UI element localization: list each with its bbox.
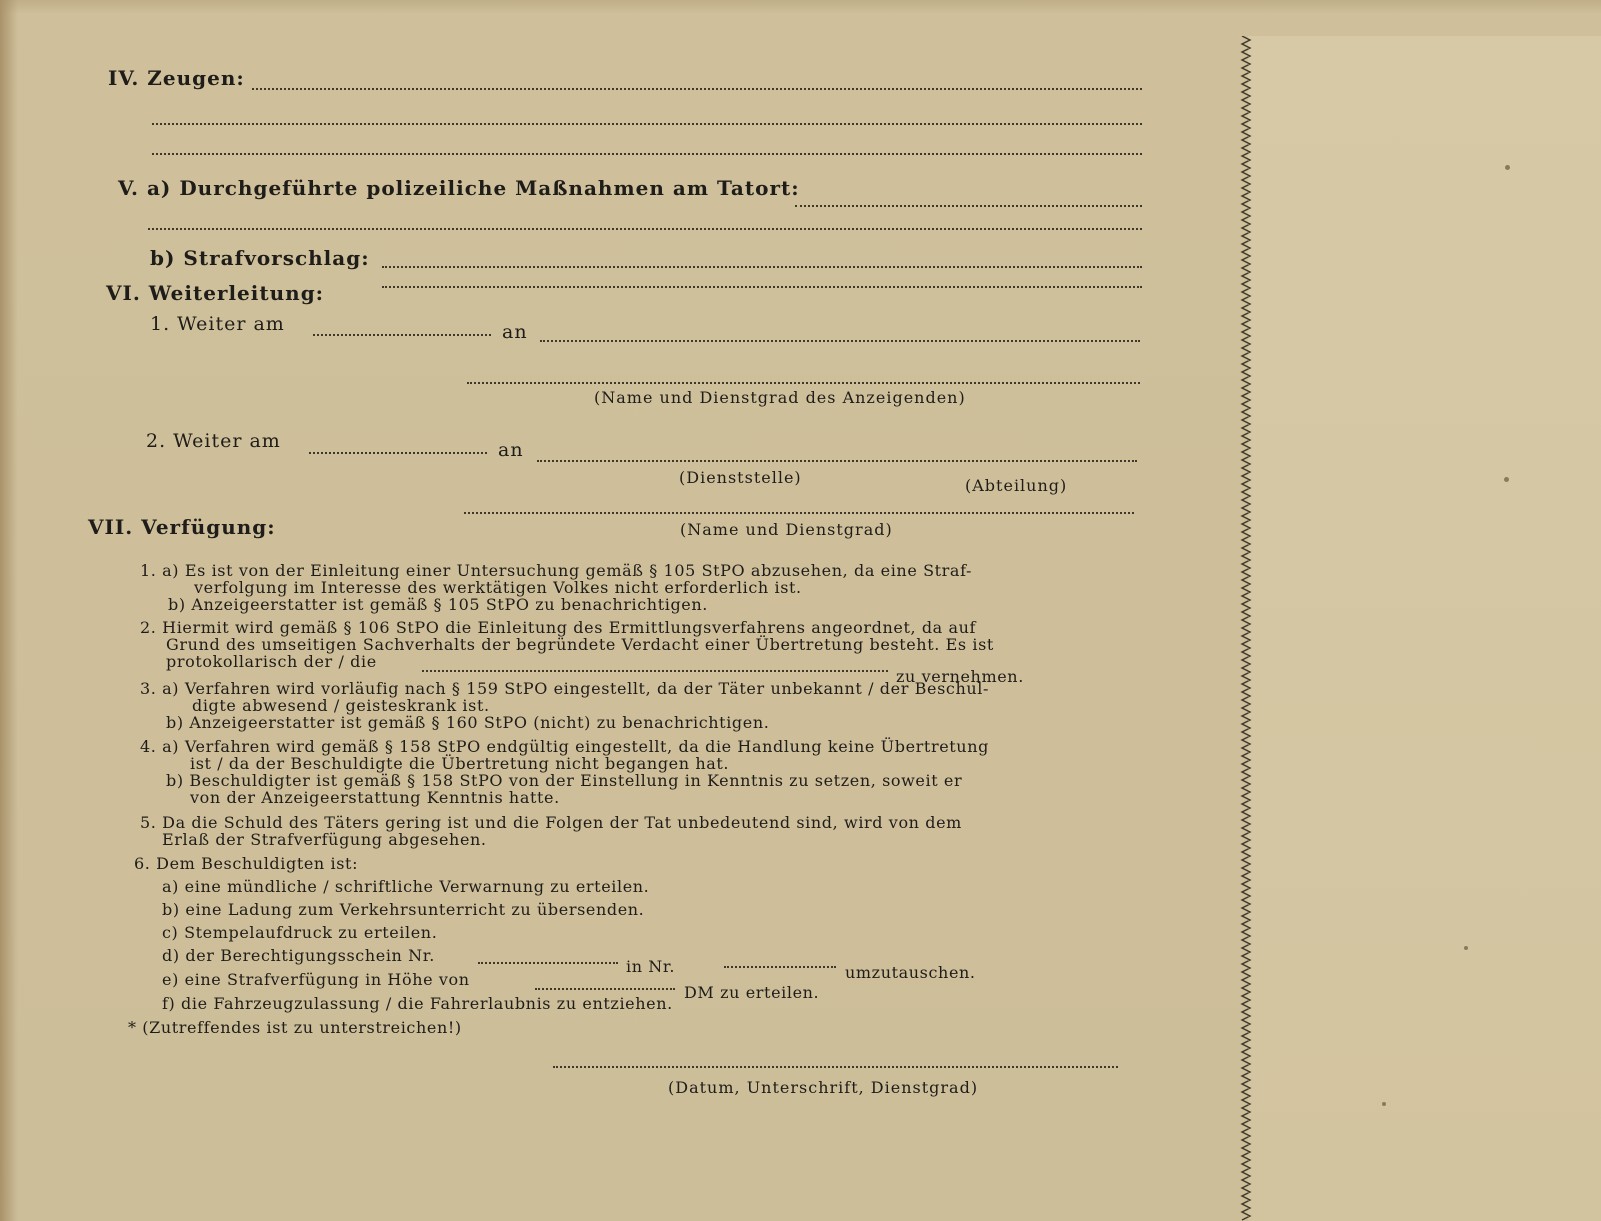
order-line-3: b) Anzeigeerstatter ist gemäß § 105 StPO zu benachrichtigen. <box>168 595 708 614</box>
forward-2-date-line[interactable] <box>309 452 487 454</box>
forward-2-label: 2. Weiter am <box>146 430 281 452</box>
order-line-21b: DM zu erteilen. <box>684 983 820 1002</box>
perforation-line <box>1240 36 1252 1221</box>
order-line-17: a) eine mündliche / schriftliche Verwarnung zu erteilen. <box>162 877 650 896</box>
penalty-line-1[interactable] <box>382 266 1142 268</box>
measures-line-2[interactable] <box>148 228 1142 230</box>
order-line-6a: protokollarisch der / die <box>166 652 377 671</box>
forward-1-date-line[interactable] <box>313 334 491 336</box>
witness-line-2[interactable] <box>152 123 1142 125</box>
section-v-a-label: V. a) Durchgeführte polizeiliche Maßnahmen am Tatort: <box>118 176 800 200</box>
new-permit-number-line[interactable] <box>724 966 836 968</box>
paper-speck <box>1464 946 1468 950</box>
penalty-amount-line[interactable] <box>535 988 675 990</box>
forward-2-name-line[interactable] <box>464 512 1134 514</box>
order-line-20c: umzutauschen. <box>845 963 976 982</box>
forward-2-an-label: an <box>498 439 524 461</box>
order-line-15: Erlaß der Strafverfügung abgesehen. <box>162 830 487 849</box>
caption-dienststelle: (Dienststelle) <box>679 468 802 487</box>
signature-line[interactable] <box>553 1066 1118 1068</box>
penalty-line-2[interactable] <box>382 286 1142 288</box>
order-line-10: 4. a) Verfahren wird gemäß § 158 StPO endgültig eingestellt, da die Handlung keine Übertretung <box>140 737 989 756</box>
order-line-7: 3. a) Verfahren wird vorläufig nach § 159 StPO eingestellt, da der Täter unbekannt / der Beschul- <box>140 679 989 698</box>
forward-1-an-label: an <box>502 321 528 343</box>
order-line-2: verfolgung im Interesse des werktätigen Volkes nicht erforderlich ist. <box>194 578 802 597</box>
order-line-11: ist / da der Beschuldigte die Übertretung nicht begangen hat. <box>190 754 730 773</box>
order-line-14: 5. Da die Schuld des Täters gering ist und die Folgen der Tat unbedeutend sind, wird von dem <box>140 813 962 832</box>
witness-name-line[interactable] <box>422 670 888 672</box>
order-line-8: digte abwesend / geisteskrank ist. <box>192 696 490 715</box>
order-line-9: b) Anzeigeerstatter ist gemäß § 160 StPO (nicht) zu benachrichtigen. <box>166 713 770 732</box>
order-line-4: 2. Hiermit wird gemäß § 106 StPO die Einleitung des Ermittlungsverfahrens angeordnet, da auf <box>140 618 977 637</box>
measures-line-1[interactable] <box>795 205 1142 207</box>
page-edge-shadow-left <box>0 0 18 1221</box>
forward-1-label: 1. Weiter am <box>150 313 285 335</box>
forward-1-name-line[interactable] <box>467 382 1140 384</box>
forward-1-to-line[interactable] <box>540 340 1140 342</box>
caption-name-rank: (Name und Dienstgrad) <box>680 520 893 539</box>
section-vii-title: VII. Verfügung: <box>88 515 276 539</box>
paper-speck <box>1382 1102 1386 1106</box>
permit-number-line[interactable] <box>478 962 618 964</box>
underline-note: * (Zutreffendes ist zu unterstreichen!) <box>128 1018 462 1037</box>
section-iv-label: IV. Zeugen: <box>108 66 245 90</box>
paper-speck <box>1505 165 1510 170</box>
caption-date-signature-rank: (Datum, Unterschrift, Dienstgrad) <box>668 1078 979 1097</box>
order-line-19: c) Stempelaufdruck zu erteilen. <box>162 923 438 942</box>
order-line-21a: e) eine Strafverfügung in Höhe von <box>162 970 470 989</box>
section-vi-title: VI. Weiterleitung: <box>106 281 325 305</box>
order-line-5: Grund des umseitigen Sachverhalts der begründete Verdacht einer Übertretung besteht. Es ist <box>166 635 994 654</box>
order-line-6b: zu vernehmen. <box>896 667 1024 686</box>
order-line-13: von der Anzeigeerstattung Kenntnis hatte. <box>190 788 560 807</box>
order-line-20b: in Nr. <box>626 957 676 976</box>
order-line-1: 1. a) Es ist von der Einleitung einer Untersuchung gemäß § 105 StPO abzusehen, da eine Straf- <box>140 561 973 580</box>
order-line-22: f) die Fahrzeugzulassung / die Fahrerlaubnis zu entziehen. <box>162 994 673 1013</box>
caption-name-rank-reporter: (Name und Dienstgrad des Anzeigenden) <box>594 388 966 407</box>
order-line-18: b) eine Ladung zum Verkehrsunterricht zu übersenden. <box>162 900 645 919</box>
page-edge-shadow <box>0 0 1601 14</box>
witness-line-1[interactable] <box>252 88 1142 90</box>
section-v-b-label: b) Strafvorschlag: <box>150 246 370 270</box>
caption-abteilung: (Abteilung) <box>965 476 1068 495</box>
tear-off-stub <box>1248 36 1601 1221</box>
order-line-16: 6. Dem Beschuldigten ist: <box>134 854 359 873</box>
forward-2-to-line[interactable] <box>537 460 1137 462</box>
order-line-12: b) Beschuldigter ist gemäß § 158 StPO von der Einstellung in Kenntnis zu setzen, soweit er <box>166 771 963 790</box>
witness-line-3[interactable] <box>152 153 1142 155</box>
paper-speck <box>1504 477 1509 482</box>
order-line-20a: d) der Berechtigungsschein Nr. <box>162 946 435 965</box>
